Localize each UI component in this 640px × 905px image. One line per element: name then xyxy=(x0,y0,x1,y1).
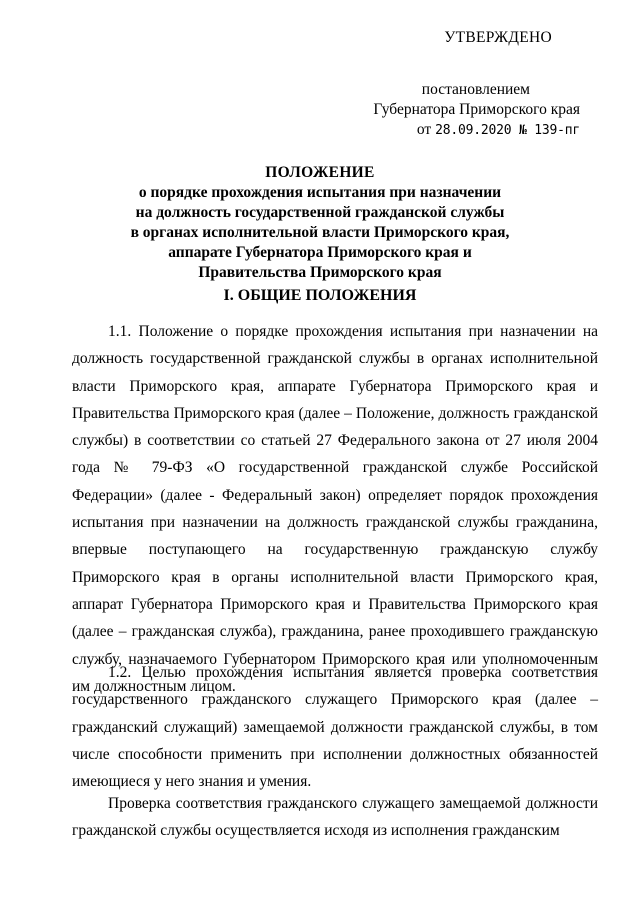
approval-line-governor: Губернатора Приморского края xyxy=(373,101,580,118)
document-title-line: Правительства Приморского края xyxy=(198,264,442,281)
paragraph-verification xyxy=(72,790,598,845)
paragraph-text: 1.2. Целью прохождения испытания является проверка соответствия государственного гражданского служащего Приморского края (далее – гражданский служащий) замещаемой должности гражданской службы, в том числе способности применить при исполнении должностных обязанностей имеющиеся у него знания и умения. xyxy=(72,664,598,791)
document-title xyxy=(0,163,640,283)
paragraph-1-2 xyxy=(72,659,598,795)
approval-number-sign: № xyxy=(511,123,535,138)
approval-stamp-heading: УТВЕРЖДЕНО xyxy=(444,29,552,46)
approval-line-resolution: постановлением xyxy=(421,81,530,98)
document-title-line: аппарате Губернатора Приморского края и xyxy=(168,244,472,261)
document-title-line: в органах исполнительной власти Приморского края, xyxy=(130,224,510,241)
paragraph-text: Проверка соответствия гражданского служащего замещаемой должности гражданской службы осуществляется исходя из исполнения гражданским xyxy=(72,795,598,840)
document-title-line: на должность государственной гражданской службы xyxy=(135,204,505,221)
approval-date: 28.09.2020 xyxy=(435,123,512,138)
approval-number: 139-пг xyxy=(534,123,580,138)
document-title-heading: ПОЛОЖЕНИЕ xyxy=(265,164,375,181)
approval-date-prefix: от xyxy=(416,121,436,138)
section-heading: I. ОБЩИЕ ПОЛОЖЕНИЯ xyxy=(223,287,417,304)
approval-line-date-number xyxy=(417,120,580,141)
paragraph-1-1 xyxy=(72,318,598,700)
paragraph-text: 1.1. Положение о порядке прохождения испытания при назначении на должность государственной гражданской службы в органах исполнительной власти Приморского края, аппарате Губернатора Приморского края и Правительства Приморского края (далее – Положение, должность гражданской службы) в соответствии со статьей 27 Федерального закона от 27 июля 2004 года № 79-ФЗ «О государственной гражданской службе Российской Федерации» (далее - Федеральный закон) определяет порядок прохождения испытания при назначении на должность гражданской службы гражданина, впервые поступающего на государственную гражданскую службу Приморского края в органы исполнительной власти Приморского края, аппарат Губернатора Приморского края и Правительства Приморского края (далее – гражданская служба), гражданина, ранее проходившего гражданскую службу, назначаемого Губернатором Приморского края или уполномоченным им должностным лицом. xyxy=(72,323,598,695)
document-title-line: о порядке прохождения испытания при назначении xyxy=(138,184,502,201)
